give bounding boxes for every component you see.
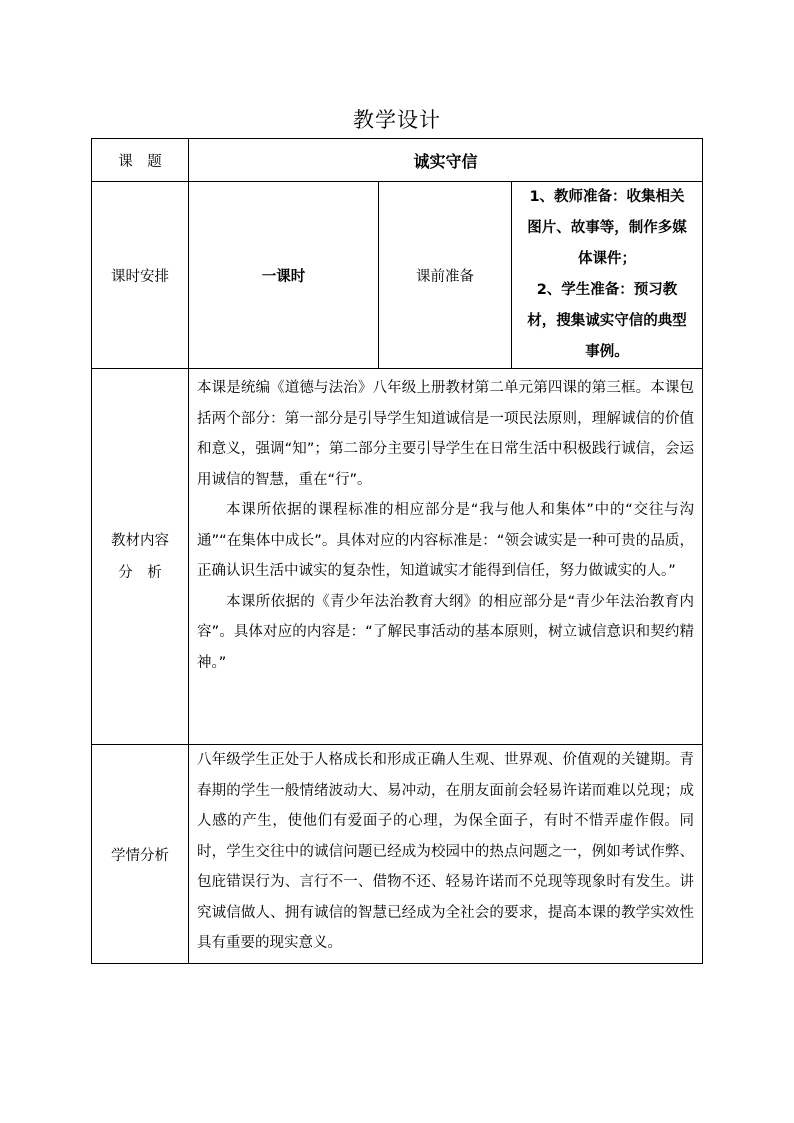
- document-title: 教学设计: [353, 108, 441, 132]
- material-label-line: 教材内容: [111, 532, 169, 549]
- prep-label: 课前准备: [379, 182, 512, 369]
- schedule-value: 一课时: [189, 182, 379, 369]
- material-paragraph: 本课是统编《道德与法治》八年级上册教材第二单元第四课的第三框。本课包括两个部分：第一部分是引导学生知道诚信是一项民法原则，理解诚信的价值和意义，强调“知”；第二部分主要引导学生在日常生活中积极践行诚信，会运用诚信的智慧，重在“行”。: [197, 380, 694, 488]
- prep-line: 体课件；: [578, 251, 636, 267]
- schedule-label: 课时安排: [92, 182, 189, 369]
- material-paragraph: 本课所依据的课程标准的相应部分是“我与他人和集体”中的“交往与沟通”“在集体中成长”。具体对应的内容标准是：“领会诚实是一种可贵的品质，正确认识生活中诚实的复杂性，知道诚实才能得到信任，努力做诚实的人。”: [197, 502, 694, 579]
- topic-value: 诚实守信: [189, 139, 703, 182]
- material-paragraph: 本课所依据的《青少年法治教育大纲》的相应部分是“青少年法治教育内容”。具体对应的内容是：“了解民事活动的基本原则，树立诚信意识和契约精神。”: [197, 593, 694, 671]
- lesson-design-table: [91, 138, 703, 964]
- schedule-row: [92, 182, 703, 369]
- prep-content: [512, 182, 703, 369]
- prep-line: 图片、故事等，制作多媒: [527, 220, 687, 236]
- material-analysis: [189, 369, 703, 745]
- prep-line: 2、学生准备：预习教: [536, 282, 678, 298]
- topic-row: [92, 139, 703, 182]
- material-row: [92, 369, 703, 745]
- material-label-line: 分 析: [118, 564, 162, 581]
- material-label: [92, 369, 189, 745]
- prep-line: 事例。: [585, 344, 629, 360]
- prep-line: 1、教师准备：收集相关: [529, 189, 685, 205]
- students-row: [92, 745, 703, 964]
- prep-line: 材，搜集诚实守信的典型: [527, 313, 687, 329]
- students-label: 学情分析: [92, 745, 189, 964]
- topic-label: 课 题: [92, 139, 189, 182]
- students-analysis: 八年级学生正处于人格成长和形成正确人生观、世界观、价值观的关键期。青春期的学生一般情绪波动大、易冲动，在朋友面前会轻易许诺而难以兑现；成人感的产生，使他们有爱面子的心理，为保全面子，有时不惜弄虚作假。同时，学生交往中的诚信问题已经成为校园中的热点问题之一，例如考试作弊、包庇错误行为、言行不一、借物不还、轻易许诺而不兑现等现象时有发生。讲究诚信做人、拥有诚信的智慧已经成为全社会的要求，提高本课的教学实效性具有重要的现实意义。: [189, 745, 703, 964]
